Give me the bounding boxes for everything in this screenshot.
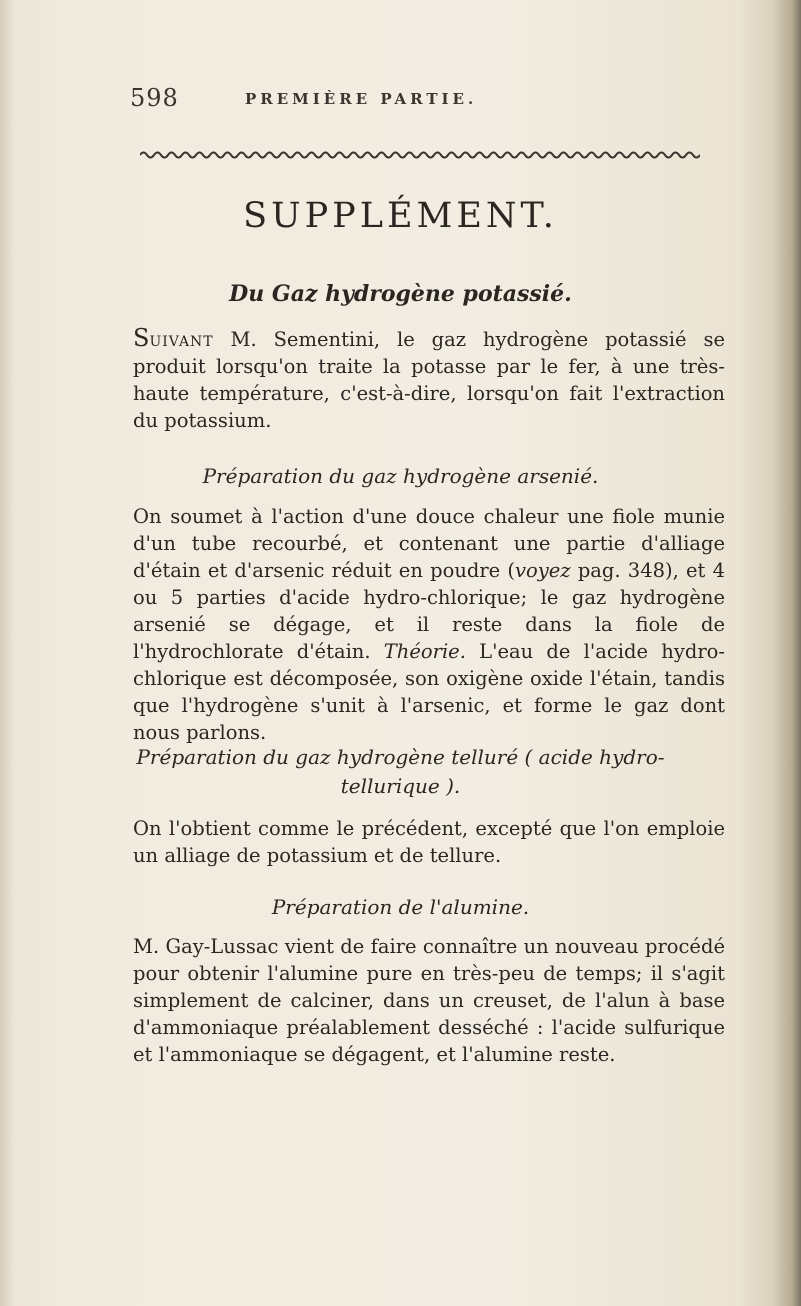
paragraph-alumine: M. Gay-Lussac vient de faire connaître un nouveau procédé pour obtenir l'alumine pure en très-peu de temps; il s'agit simplement de calciner, dans un creuset, de l'alun à base d'ammoniaque préalablement desséché : l'acide sulfurique et l'ammoniaque se dégagent, et l'alumine reste.	[133, 935, 725, 1066]
italic-word: Théorie.	[383, 640, 466, 663]
small-caps-word: uivant	[149, 328, 214, 351]
paragraph-text: L'eau de l'acide hydro-chlorique est décomposée, son oxigène oxide l'étain, tandis que l'hydrogène s'unit à l'arsenic, et forme le gaz dont nous parlons.	[133, 640, 725, 744]
paragraph-tellure: On l'obtient comme le précédent, excepté que l'on emploie un alliage de potassium et de tellure.	[133, 817, 725, 867]
heading-alumine: Préparation de l'alumine.	[271, 895, 530, 919]
running-head: PREMIÈRE PARTIE.	[245, 90, 478, 108]
paragraph-text: M. Sementini, le gaz hydrogène potassié se produit lorsqu'on traite la potasse par le fer, à une très-haute température, c'est-à-dire, lorsqu'on fait l'extraction du potassium.	[133, 328, 725, 432]
paragraph-arsenie	[133, 503, 725, 746]
heading-tellure	[0, 743, 801, 801]
paragraph-potassie	[133, 325, 725, 434]
drop-cap: S	[133, 324, 150, 352]
heading-arsenie: Préparation du gaz hydrogène arsenié.	[202, 464, 599, 488]
section-subtitle: Du Gaz hydrogène potassié.	[229, 281, 572, 307]
heading-line: tellurique ).	[340, 774, 461, 798]
page-number: 598	[130, 84, 179, 112]
paragraph-text: pag. 348), et 4 ou 5 parties d'acide hydro-chlorique; le gaz hydrogène arsenié se dégage, et il reste dans la fiole de l'hydrochlorate d'étain.	[133, 559, 725, 663]
paragraph-text: On soumet à l'action d'une douce chaleur une fiole munie d'un tube recourbé, et contenant une partie d'alliage d'étain et d'arsenic réduit en poudre (	[133, 505, 725, 582]
page-header	[130, 84, 730, 124]
ornamental-rule	[140, 150, 700, 160]
italic-word: voyez	[515, 559, 571, 582]
heading-line: Préparation du gaz hydrogène telluré ( acide hydro-	[136, 745, 665, 769]
section-title: SUPPLÉMENT.	[243, 196, 558, 236]
